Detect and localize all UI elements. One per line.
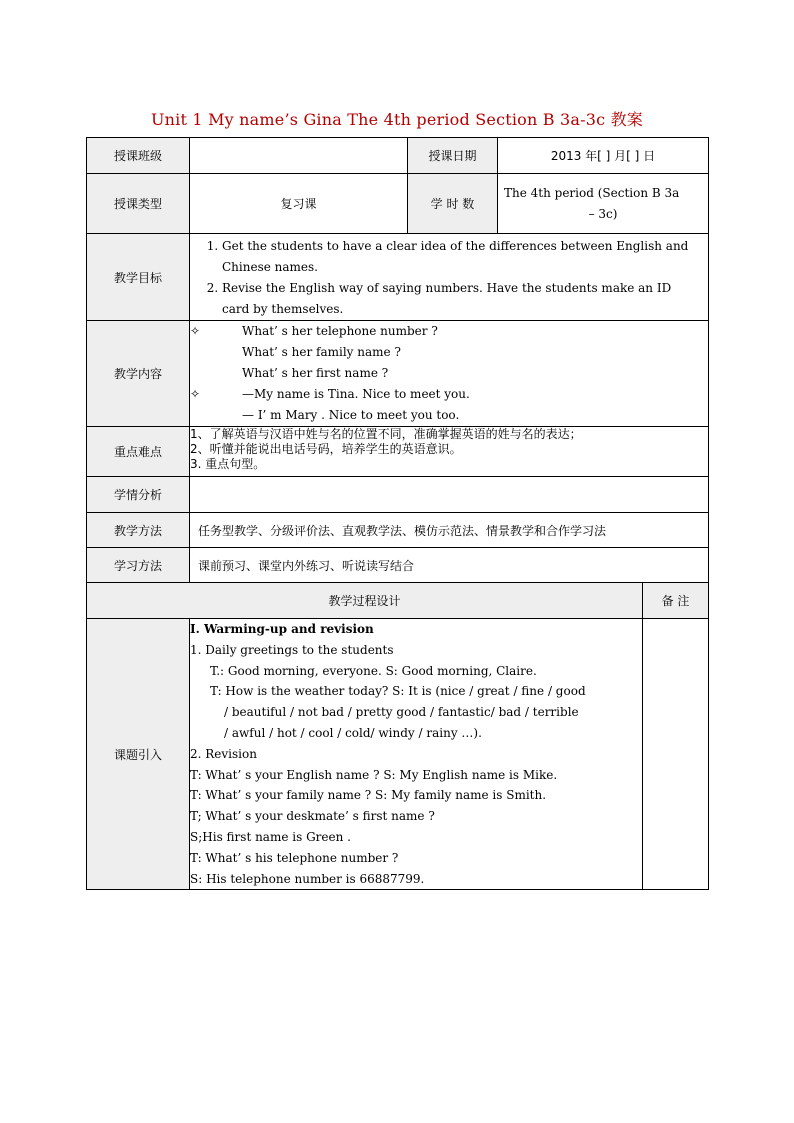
- process-line: T; What’ s your deskmate’ s first name ?: [190, 809, 435, 824]
- type-label: 授课类型: [87, 174, 190, 234]
- methods-value: 任务型教学、分级评价法、直观教学法、模仿示范法、情景教学和合作学习法: [190, 513, 709, 548]
- learning-value: 课前预习、课堂内外练习、听说读写结合: [190, 548, 709, 583]
- diamond-bullet-icon: ✧: [190, 387, 201, 401]
- hours-label: 学 时 数: [408, 174, 498, 234]
- document-title: Unit 1 My name’s Gina The 4th period Section B 3a-3c 教案: [150, 110, 643, 129]
- process-line: S: His telephone number is 66887799.: [190, 871, 425, 886]
- content-line: — I’ m Mary . Nice to meet you too.: [242, 408, 460, 422]
- hours-value-line-1: The 4th period (Section B 3a: [504, 185, 680, 200]
- process-line: 2. Revision: [190, 746, 257, 761]
- process-line: / beautiful / not bad / pretty good / fantastic/ bad / terrible: [224, 705, 579, 720]
- notes-cell: [643, 619, 709, 890]
- content-value: [190, 321, 709, 427]
- content-line: What’ s her telephone number ?: [242, 324, 438, 338]
- type-value: 复习课: [190, 174, 408, 234]
- process-header: 教学过程设计: [87, 583, 643, 619]
- hours-value-line-2: – 3c): [588, 206, 618, 221]
- process-line: / awful / hot / cool / cold/ windy / rainy …).: [224, 725, 482, 740]
- process-line: I. Warming-up and revision: [190, 622, 374, 636]
- class-value: [190, 138, 408, 174]
- objectives-label: 教学目标: [87, 234, 190, 321]
- analysis-value: [190, 477, 709, 513]
- learning-label: 学习方法: [87, 548, 190, 583]
- diamond-bullet-icon: ✧: [190, 324, 201, 338]
- objective-item: 1. Get the students to have a clear idea of the differences between English and Chinese names.: [222, 236, 702, 278]
- content-label: 教学内容: [87, 321, 190, 427]
- objectives-value: [190, 234, 709, 321]
- process-content: [190, 619, 643, 890]
- keypoint-line: 3. 重点句型。: [190, 457, 266, 471]
- analysis-label: 学情分析: [87, 477, 190, 513]
- methods-label: 教学方法: [87, 513, 190, 548]
- hours-value: [498, 174, 709, 234]
- class-label: 授课班级: [87, 138, 190, 174]
- process-line: T: How is the weather today? S: It is (nice / great / fine / good: [210, 684, 586, 699]
- objectives-list: [190, 234, 708, 320]
- process-line: S;His first name is Green .: [190, 829, 351, 844]
- date-value: 2013 年[ ] 月[ ] 日: [498, 138, 709, 174]
- objective-item: 2. Revise the English way of saying numbers. Have the students make an ID card by themselves.: [222, 278, 702, 320]
- date-label: 授课日期: [408, 138, 498, 174]
- lesson-plan-table: [86, 137, 709, 890]
- process-line: T: What’ s your English name ? S: My English name is Mike.: [190, 767, 558, 782]
- keypoint-line: 2、听懂并能说出电话号码，培养学生的英语意识。: [190, 442, 462, 456]
- intro-label: 课题引入: [87, 619, 190, 890]
- process-line: 1. Daily greetings to the students: [190, 642, 394, 657]
- keypoints-label: 重点难点: [87, 427, 190, 477]
- content-line: What’ s her family name ?: [242, 345, 401, 359]
- keypoint-line: 1、了解英语与汉语中姓与名的位置不同，准确掌握英语的姓与名的表达；: [190, 427, 582, 441]
- content-line: —My name is Tina. Nice to meet you.: [242, 387, 470, 401]
- keypoints-value: [190, 427, 709, 477]
- process-line: T: What’ s your family name ? S: My family name is Smith.: [190, 788, 547, 803]
- process-line: T: What’ s his telephone number ?: [190, 850, 399, 865]
- process-line: T.: Good morning, everyone. S: Good morning, Claire.: [210, 663, 537, 678]
- notes-header: 备 注: [643, 583, 709, 619]
- content-line: What’ s her first name ?: [242, 366, 389, 380]
